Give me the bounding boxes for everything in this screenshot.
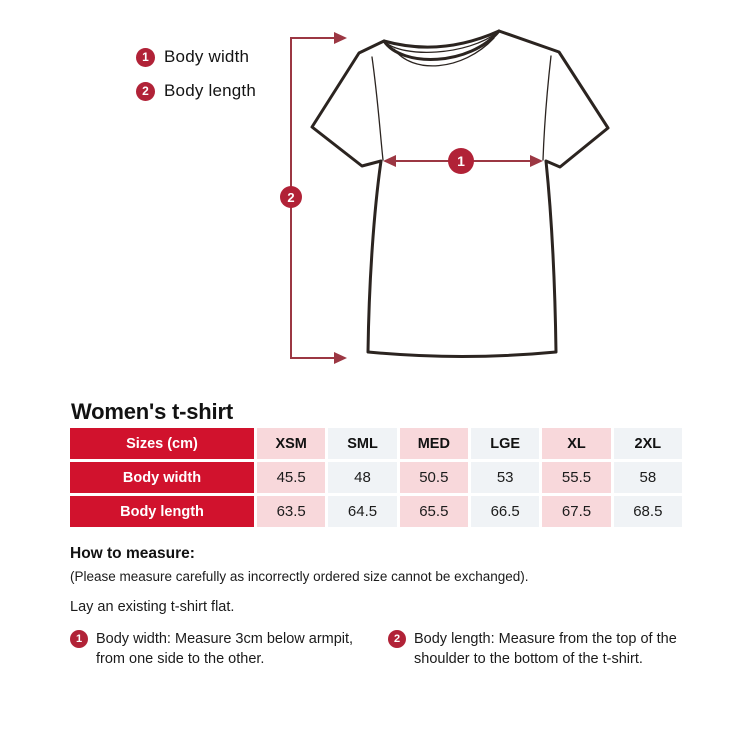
- table-header-sml: SML: [328, 428, 396, 459]
- table-header-2xl: 2XL: [614, 428, 682, 459]
- body-width-xsm: 45.5: [257, 462, 325, 493]
- tshirt-body-path: [312, 31, 608, 357]
- body-width-lge: 53: [471, 462, 539, 493]
- body-width-xl: 55.5: [542, 462, 610, 493]
- table-header-xsm: XSM: [257, 428, 325, 459]
- row-label-body-length: Body length: [70, 496, 254, 527]
- step-2-line-1: Body length: Measure from the top of the: [414, 631, 677, 647]
- body-length-arrowhead-top: [334, 32, 347, 44]
- body-length-arrowhead-bottom: [334, 352, 347, 364]
- table-header-lge: LGE: [471, 428, 539, 459]
- marker-2-number: 2: [287, 190, 295, 205]
- step-1-badge: 1: [70, 630, 88, 648]
- body-length-lge: 66.5: [471, 496, 539, 527]
- body-length-sml: 64.5: [328, 496, 396, 527]
- how-to-measure-intro: Lay an existing t-shirt flat.: [70, 599, 235, 615]
- table-header-med: MED: [400, 428, 468, 459]
- table-header-xl: XL: [542, 428, 610, 459]
- legend-label-body-width: Body width: [164, 47, 250, 66]
- legend-item-body-width: [136, 47, 249, 67]
- how-to-measure-section: [70, 545, 702, 669]
- step-1-line-2: from one side to the other.: [96, 651, 265, 667]
- number-1-badge: 1: [136, 48, 155, 67]
- body-length-xsm: 63.5: [257, 496, 325, 527]
- how-to-measure-title: How to measure:: [70, 545, 195, 562]
- size-chart-table: [70, 428, 682, 527]
- body-length-med: 65.5: [400, 496, 468, 527]
- step-1-text: [96, 629, 353, 669]
- tshirt-outline-icon: [312, 31, 608, 357]
- body-length-xl: 67.5: [542, 496, 610, 527]
- legend-label-body-length: Body length: [164, 81, 256, 100]
- body-length-arrow: [280, 32, 347, 364]
- how-to-measure-steps: [70, 629, 702, 669]
- body-length-2xl: 68.5: [614, 496, 682, 527]
- body-width-sml: 48: [328, 462, 396, 493]
- step-1-line-1: Body width: Measure 3cm below armpit,: [96, 631, 354, 647]
- step-2-badge: 2: [388, 630, 406, 648]
- number-2-badge: 2: [136, 82, 155, 101]
- body-width-med: 50.5: [400, 462, 468, 493]
- body-width-2xl: 58: [614, 462, 682, 493]
- step-body-width: [70, 629, 388, 669]
- marker-1-number: 1: [457, 153, 465, 169]
- page-title: Women's t-shirt: [71, 399, 233, 424]
- table-header-sizes: Sizes (cm): [70, 428, 254, 459]
- tshirt-diagram: [258, 6, 650, 390]
- step-2-line-2: shoulder to the bottom of the t-shirt.: [414, 651, 643, 667]
- legend-item-body-length: [136, 81, 256, 101]
- step-body-length: [388, 629, 702, 669]
- row-label-body-width: Body width: [70, 462, 254, 493]
- how-to-measure-note: (Please measure carefully as incorrectly ordered size cannot be exchanged).: [70, 569, 529, 584]
- step-2-text: [414, 629, 677, 669]
